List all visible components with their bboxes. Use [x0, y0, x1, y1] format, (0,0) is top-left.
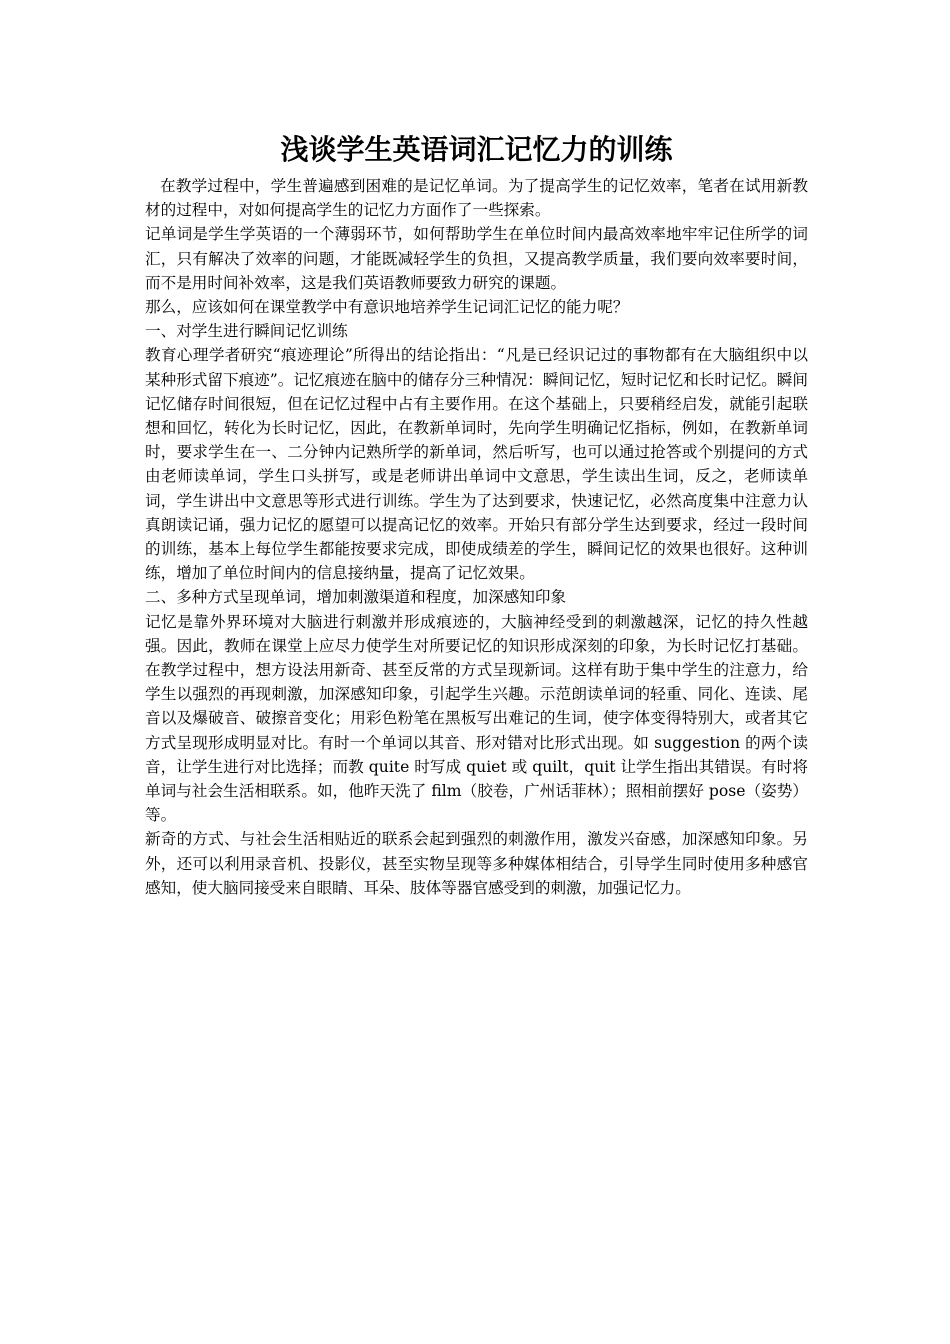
document-page	[145, 128, 808, 900]
section-heading-2: 二、多种方式呈现单词，增加刺激渠道和程度，加深感知印象	[145, 588, 567, 607]
paragraph-presentation: 记忆是靠外界环境对大脑进行刺激并形成痕迹的，大脑神经受到的刺激越深，记忆的持久性越强。因此，教师在课堂上应尽力使学生对所要记忆的知识形成深刻的印象，为长时记忆打基础。在教学过程中，想方设法用新奇、甚至反常的方式呈现新词。这样有助于集中学生的注意力，给学生以强烈的再现刺激，加深感知印象，引起学生兴趣。示范朗读单词的轻重、同化、连读、尾音以及爆破音、破擦音变化；用彩色粉笔在黑板写出难记的生词，使字体变得特别大，或者其它方式呈现形成明显对比。有时一个单词以其音、形对错对比形式出现。如 suggestion 的两个读音，让学生进行对比选择；而教 quite 时写成 quiet 或 quilt，quit 让学生指出其错误。有时将单词与社会生活相联系。如，他昨天洗了 film（胶卷，广州话菲林）；照相前摆好 pose（姿势）等。	[145, 612, 808, 825]
paragraph-question: 那么，应该如何在课堂教学中有意识地培养学生记词汇记忆的能力呢？	[145, 298, 629, 317]
section-heading-1: 一、对学生进行瞬间记忆训练	[145, 322, 348, 341]
document-title: 浅谈学生英语词汇记忆力的训练	[280, 133, 673, 166]
paragraph-instant-memory: 教育心理学者研究“痕迹理论”所得出的结论指出：“凡是已经识记过的事物都有在大脑组织中以某种形式留下痕迹”。记忆痕迹在脑中的储存分三种情况：瞬间记忆，短时记忆和长时记忆。瞬间记忆储存时间很短，但在记忆过程中占有主要作用。在这个基础上，只要稍经启发，就能引起联想和回忆，转化为长时记忆，因此，在教新单词时，先向学生明确记忆指标，例如，在教新单词时，要求学生在一、二分钟内记熟所学的新单词，然后听写，也可以通过抢答或个别提问的方式由老师读单词，学生口头拼写，或是老师讲出单词中文意思，学生读出生词，反之，老师读单词，学生讲出中文意思等形式进行训练。学生为了达到要求，快速记忆，必然高度集中注意力认真朗读记诵，强力记忆的愿望可以提高记忆的效率。开始只有部分学生达到要求，经过一段时间的训练，基本上每位学生都能按要求完成，即使成绩差的学生，瞬间记忆的效果也很好。这种训练，增加了单位时间内的信息接纳量，提高了记忆效果。	[145, 346, 808, 583]
paragraph-efficiency: 记单词是学生学英语的一个薄弱环节，如何帮助学生在单位时间内最高效率地牢牢记住所学的词汇，只有解决了效率的问题，才能既减轻学生的负担，又提高教学质量，我们要向效率要时间，而不是用时间补效率，这是我们英语教师要致力研究的课题。	[145, 225, 808, 292]
paragraph-intro: 在教学过程中，学生普遍感到困难的是记忆单词。为了提高学生的记忆效率，笔者在试用新教材的过程中，对如何提高学生的记忆力方面作了一些探索。	[145, 177, 808, 220]
paragraph-conclusion: 新奇的方式、与社会生活相贴近的联系会起到强烈的刺激作用，激发兴奋感，加深感知印象。另外，还可以利用录音机、投影仪，甚至实物呈现等多种媒体相结合，引导学生同时使用多种感官感知，使大脑同接受来自眼睛、耳朵、肢体等器官感受到的刺激，加强记忆力。	[145, 830, 808, 897]
